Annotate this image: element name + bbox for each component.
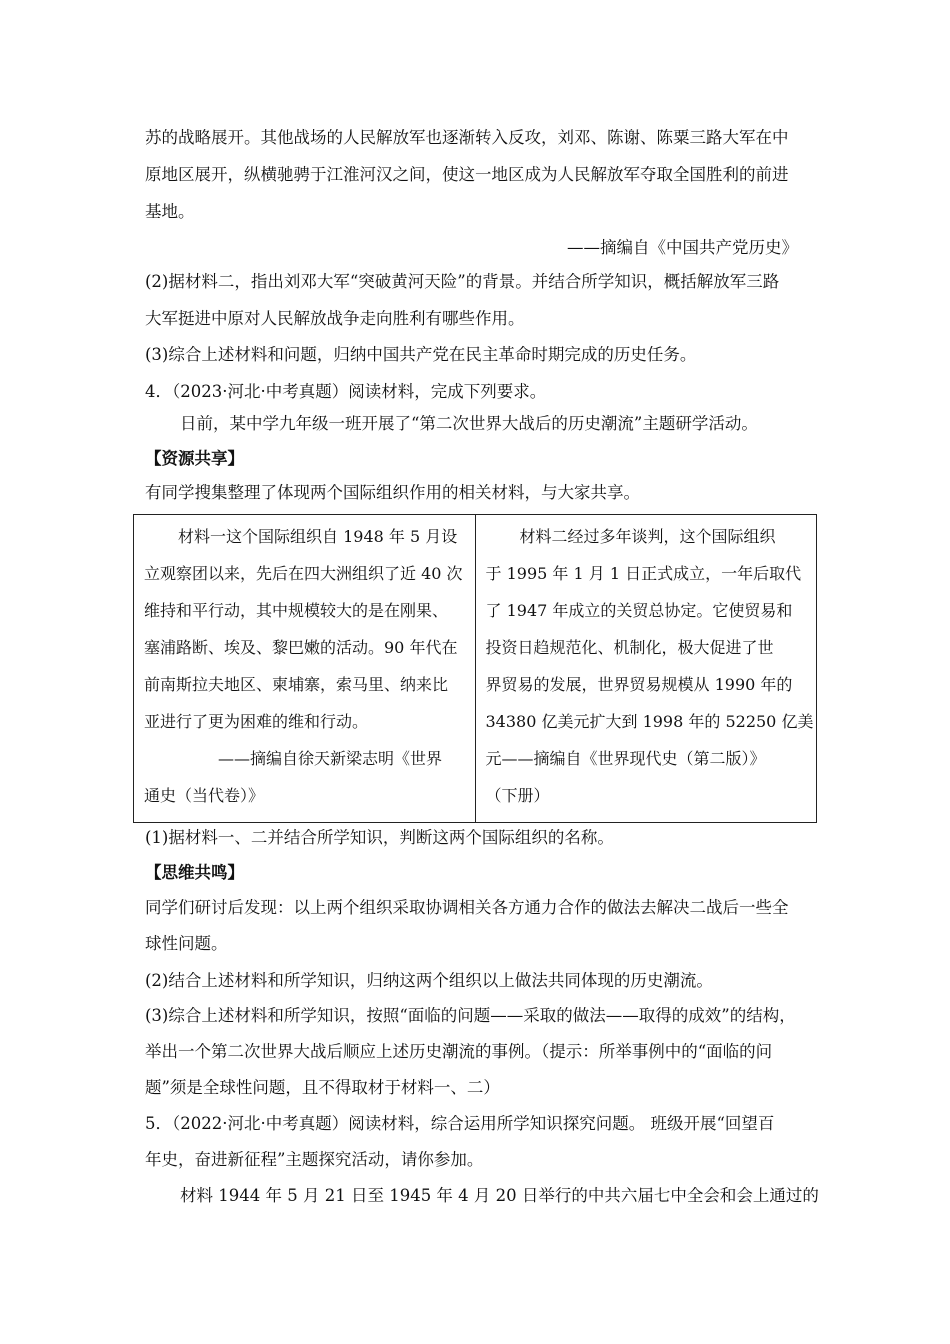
q3-material-line-3: 基地。 — [145, 202, 195, 221]
q3-question-3: (3)综合上述材料和问题，归纳中国共产党在民主革命时期完成的历史任务。 — [145, 345, 697, 364]
q4-question-2: (2)结合上述材料和所学知识，归纳这两个组织以上做法共同体现的历史潮流。 — [145, 971, 713, 990]
q3-material-source: ——摘编自《中国共产党历史》 — [567, 238, 798, 257]
materials-table — [133, 514, 817, 823]
material-one-line: 维持和平行动，其中规模较大的是在刚果、 — [144, 601, 449, 620]
q4-question-3-line-2: 举出一个第二次世界大战后顺应上述历史潮流的事例。（提示：所举事例中的“面临的问 — [145, 1042, 773, 1061]
q3-question-2-line-2: 大军挺进中原对人民解放战争走向胜利有哪些作用。 — [145, 309, 525, 328]
q5-header-line-1: 5．（2022·河北·中考真题）阅读材料，综合运用所学知识探究问题。 班级开展“回望百 — [145, 1114, 775, 1133]
q5-header-line-2: 年史，奋进新征程”主题探究活动，请你参加。 — [145, 1150, 484, 1169]
material-two-line: 了 1947 年成立的关贸总协定。它使贸易和 — [485, 601, 793, 620]
material-two-cell — [475, 515, 817, 823]
q3-material-line-1: 苏的战略展开。其他战场的人民解放军也逐渐转入反攻，刘邓、陈谢、陈粟三路大军在中 — [145, 128, 789, 147]
q5-material-line: 材料 1944 年 5 月 21 日至 1945 年 4 月 20 日举行的中共六届七中全会和会上通过的 — [180, 1186, 819, 1205]
material-two-source-cont: （下册） — [485, 786, 550, 805]
material-one-line: 塞浦路断、埃及、黎巴嫩的活动。90 年代在 — [144, 638, 458, 657]
material-two-line: 投资日趋规范化、机制化，极大促进了世 — [485, 638, 774, 657]
material-two-line: 34380 亿美元扩大到 1998 年的 52250 亿美 — [485, 712, 814, 731]
material-one-source: ——摘编自徐天新梁志明《世界 — [218, 749, 443, 768]
material-two-line: 于 1995 年 1 月 1 日正式成立，一年后取代 — [485, 564, 802, 583]
material-two-line: 材料二经过多年谈判，这个国际组织 — [519, 527, 776, 546]
material-two-line: 界贸易的发展，世界贸易规模从 1990 年的 — [485, 675, 793, 694]
material-one-line: 材料一这个国际组织自 1948 年 5 月设 — [178, 527, 458, 546]
q4-header: 4．（2023·河北·中考真题）阅读材料，完成下列要求。 — [145, 382, 547, 401]
q4-section-thinking-line-1: 同学们研讨后发现：以上两个组织采取协调相关各方通力合作的做法去解决二战后一些全 — [145, 898, 789, 917]
q4-question-3-line-3: 题”须是全球性问题，且不得取材于材料一、二） — [145, 1078, 500, 1097]
material-one-line: 亚进行了更为困难的维和行动。 — [144, 712, 369, 731]
q4-intro: 日前，某中学九年级一班开展了“第二次世界大战后的历史潮流”主题研学活动。 — [180, 414, 758, 433]
q4-section-resource-share: 【资源共享】 — [145, 449, 244, 468]
q4-question-3-line-1: (3)综合上述材料和所学知识，按照“面临的问题——采取的做法——取得的成效”的结构， — [145, 1006, 796, 1025]
q4-section-thinking: 【思维共鸣】 — [145, 863, 244, 882]
material-one-line: 立观察团以来，先后在四大洲组织了近 40 次 — [144, 564, 463, 583]
q3-question-2-line-1: (2)据材料二，指出刘邓大军“突破黄河天险”的背景。并结合所学知识，概括解放军三路 — [145, 272, 780, 291]
q4-section-thinking-line-2: 球性问题。 — [145, 934, 228, 953]
q4-section-resource-text: 有同学搜集整理了体现两个国际组织作用的相关材料，与大家共享。 — [145, 483, 640, 502]
q3-material-line-2: 原地区展开，纵横驰骋于江淮河汉之间，使这一地区成为人民解放军夺取全国胜利的前进 — [145, 165, 789, 184]
material-one-source-cont: 通史（当代卷）》 — [144, 786, 265, 805]
material-one-line: 前南斯拉夫地区、柬埔寨，索马里、纳来比 — [144, 675, 449, 694]
material-one-cell — [134, 515, 476, 823]
q4-question-1: (1)据材料一、二并结合所学知识，判断这两个国际组织的名称。 — [145, 828, 614, 847]
material-two-source: 元——摘编自《世界现代史（第二版）》 — [485, 749, 766, 768]
